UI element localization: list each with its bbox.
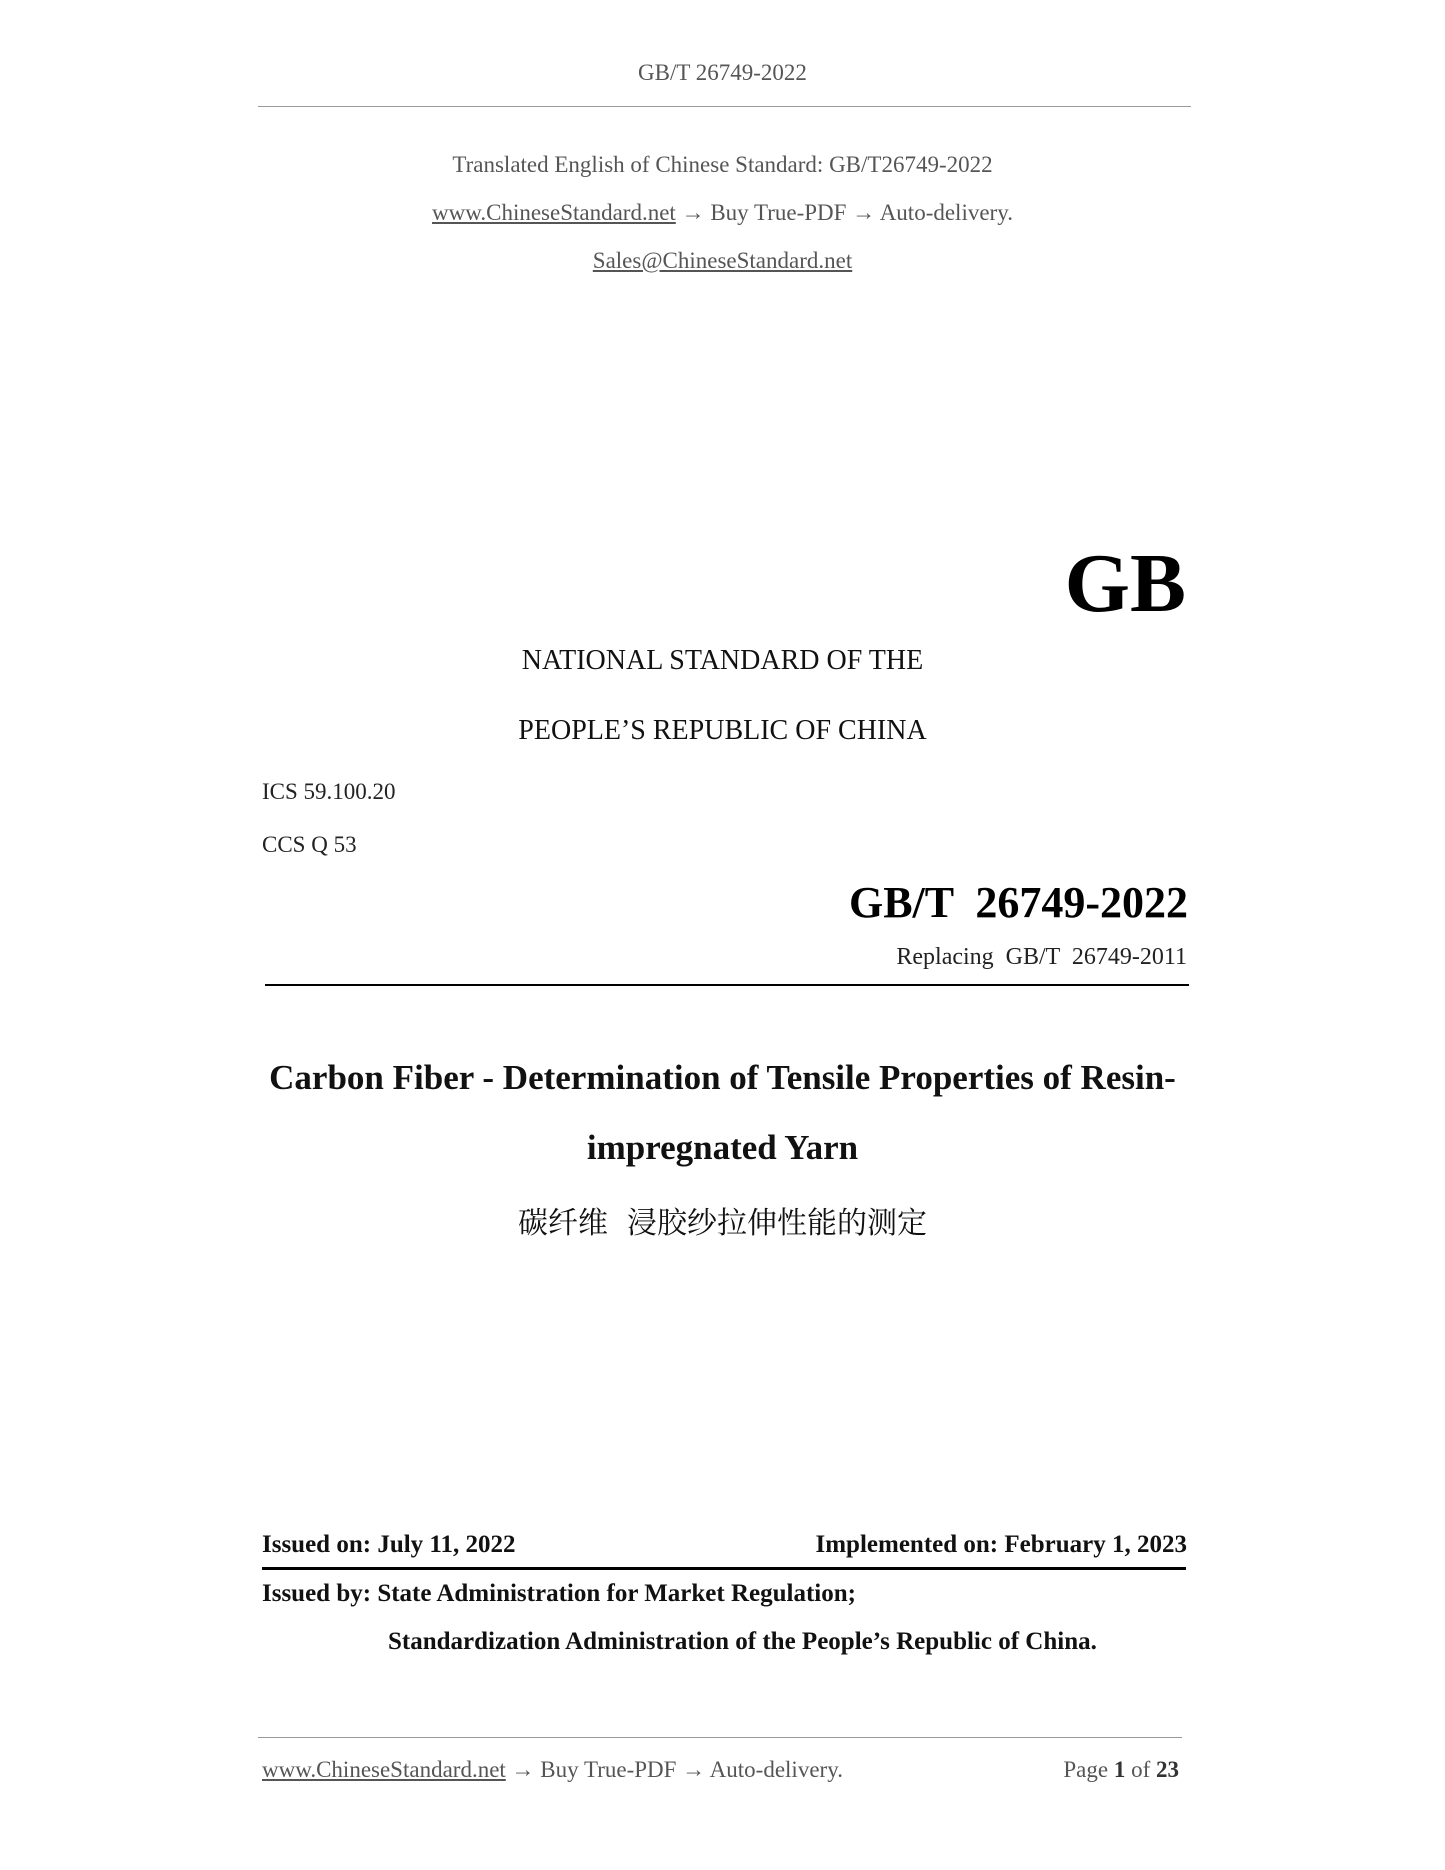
purchase-notice bbox=[0, 200, 1445, 226]
footer-purchase-notice bbox=[262, 1757, 843, 1783]
arrow-icon: → bbox=[682, 1757, 706, 1782]
implemented-on-date: Implemented on: February 1, 2023 bbox=[815, 1531, 1187, 1558]
translation-notice: Translated English of Chinese Standard: GB/T26749-2022 bbox=[452, 152, 993, 177]
of-label: of bbox=[1131, 1757, 1151, 1782]
arrow-icon: → bbox=[511, 1757, 535, 1782]
email-notice bbox=[0, 248, 1445, 274]
page-number: 1 bbox=[1113, 1757, 1126, 1782]
footer-divider bbox=[258, 1737, 1182, 1738]
country-heading: PEOPLE’S REPUBLIC OF CHINA bbox=[518, 715, 927, 746]
standard-number: GB/T 26749-2022 bbox=[848, 878, 1188, 927]
issuer-line2: Standardization Administration of the People’s Republic of China. bbox=[388, 1628, 1097, 1655]
document-title-chinese: 碳纤维 浸胶纱拉伸性能的测定 bbox=[517, 1206, 928, 1241]
ics-code: ICS 59.100.20 bbox=[262, 779, 396, 804]
footer-site-link[interactable]: www.ChineseStandard.net bbox=[262, 1757, 506, 1782]
dates-divider bbox=[262, 1567, 1186, 1570]
arrow-icon: → bbox=[852, 200, 876, 225]
footer-buy-text: Buy True-PDF bbox=[540, 1757, 677, 1782]
buy-text: Buy True-PDF bbox=[710, 200, 847, 225]
arrow-icon: → bbox=[681, 200, 705, 225]
document-title-line1: Carbon Fiber - Determination of Tensile Properties of Resin- bbox=[269, 1058, 1176, 1097]
page-label: Page bbox=[1063, 1757, 1109, 1782]
page-total: 23 bbox=[1156, 1757, 1179, 1782]
running-header: GB/T 26749-2022 bbox=[638, 60, 807, 85]
document-title-line2: impregnated Yarn bbox=[586, 1128, 859, 1167]
issued-on-date: Issued on: July 11, 2022 bbox=[262, 1531, 516, 1558]
header-divider bbox=[258, 106, 1191, 107]
footer-delivery-text: Auto-delivery. bbox=[709, 1757, 843, 1782]
national-standard-heading: NATIONAL STANDARD OF THE bbox=[521, 645, 924, 676]
issuer-line1: Issued by: State Administration for Market Regulation; bbox=[262, 1580, 856, 1607]
title-divider bbox=[265, 984, 1189, 986]
page-indicator bbox=[1063, 1757, 1179, 1783]
replacing-standard: Replacing GB/T 26749-2011 bbox=[896, 944, 1187, 970]
ccs-code: CCS Q 53 bbox=[262, 832, 357, 857]
delivery-text: Auto-delivery. bbox=[879, 200, 1013, 225]
email-link[interactable]: Sales@ChineseStandard.net bbox=[592, 248, 853, 273]
site-link[interactable]: www.ChineseStandard.net bbox=[432, 200, 676, 225]
gb-logo: GB bbox=[1064, 537, 1186, 630]
